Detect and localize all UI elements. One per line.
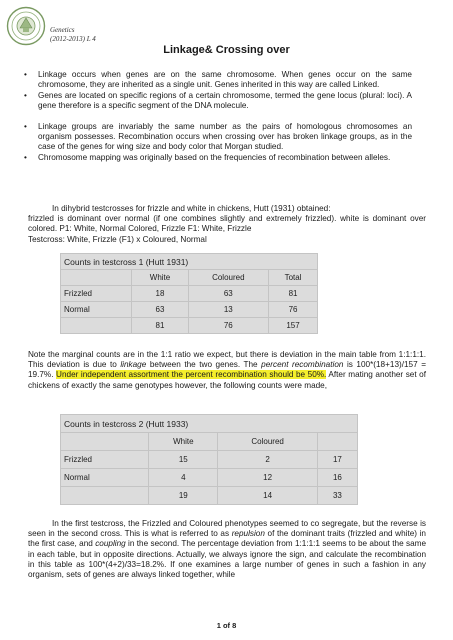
table-row-label: Normal xyxy=(61,469,149,487)
bullet-item: • Chromosome mapping was originally based on the frequencies of recombination between alleles. xyxy=(38,153,412,163)
table-cell: 15 xyxy=(149,451,218,469)
course-name: Genetics xyxy=(50,26,75,34)
table-header-cell: White xyxy=(149,433,218,451)
text-run: is 100*(18+13)/157 = 19.7%. xyxy=(28,360,426,380)
table-cell: 16 xyxy=(317,469,357,487)
table-row xyxy=(61,469,358,487)
text-run: of the dominant traits (frizzled and white) in the first case, and xyxy=(28,529,426,549)
results-paragraph xyxy=(28,350,426,391)
table-header-cell: Total xyxy=(269,270,318,286)
table-row xyxy=(61,451,358,469)
percent-recombination-term: percent recombination xyxy=(261,360,344,370)
table-cell: 76 xyxy=(188,318,269,334)
bullet-item: • Linkage occurs when genes are on the same chromosome. When genes occur on the same chromosome, they are inherited as a single unit. Genes inherited in this way are called Linked. xyxy=(38,70,412,91)
table-cell: 17 xyxy=(317,451,357,469)
table-header-cell: Coloured xyxy=(218,433,317,451)
table-row-label: Frizzled xyxy=(61,451,149,469)
table-header-cell: White xyxy=(132,270,188,286)
table-cell: 63 xyxy=(132,302,188,318)
table-header-cell xyxy=(317,433,357,451)
table-cell: 13 xyxy=(188,302,269,318)
table-cell: 63 xyxy=(188,286,269,302)
table-cell: 81 xyxy=(269,286,318,302)
table-cell: 2 xyxy=(218,451,317,469)
table-header-cell xyxy=(61,270,132,286)
discussion-paragraph xyxy=(28,519,426,580)
table-row-label: Normal xyxy=(61,302,132,318)
table-cell: 76 xyxy=(269,302,318,318)
table-row-label xyxy=(61,318,132,334)
intro-line: frizzled is dominant over normal (if one combines slightly and extremely frizzled). white is dominant over colored. P1: White, Normal Colored, Frizzle F1: White, Frizzle xyxy=(28,214,426,234)
table-cell: 18 xyxy=(132,286,188,302)
coupling-term: coupling xyxy=(95,539,126,549)
table-cell: 14 xyxy=(218,487,317,505)
table-row-label: Frizzled xyxy=(61,286,132,302)
table-header-cell xyxy=(61,433,149,451)
linkage-term: linkage xyxy=(120,360,147,370)
bullet-list xyxy=(38,70,412,163)
page-title: Linkage& Crossing over xyxy=(163,44,290,56)
bullet-item: • Linkage groups are invariably the same number as the pairs of homologous chromosomes an organism possesses. Recombination occurs when crossing over has broken linkage groups, as in the case of the genes for wing size and body color that Morgan studied. xyxy=(38,122,412,153)
text-run: in the second. The percentage deviation from 1:1:1:1 seems to be about the same in each table, but in opposite directions. Actually, we always ignore the sign, and calculate the recombination in this table as 100*(4+2)/33=18.2%. If one examines a large number of genes in such a fashion in any organism, sets of genes are always linked together, while xyxy=(28,539,426,580)
table-cell: 33 xyxy=(317,487,357,505)
table-row-label xyxy=(61,487,149,505)
table-row xyxy=(61,318,318,334)
table-caption: Counts in testcross 1 (Hutt 1931) xyxy=(61,254,318,270)
text-run: Note the marginal counts are in the 1:1 ratio we expect, but there is deviation in the main table from 1:1:1:1. This deviation is due to xyxy=(28,350,426,370)
repulsion-term: repulsion xyxy=(231,529,265,539)
text-run: between the two genes. The xyxy=(146,360,262,370)
table-cell: 19 xyxy=(149,487,218,505)
table-row xyxy=(61,487,358,505)
testcross-2-table xyxy=(60,414,358,505)
intro-line: Testcross: White, Frizzle (F1) x Coloured, Normal xyxy=(28,234,207,244)
intro-paragraph xyxy=(28,204,426,245)
table-row xyxy=(61,286,318,302)
table-cell: 81 xyxy=(132,318,188,334)
university-seal-logo xyxy=(6,6,46,46)
text-run: After mating another set of chickens of exactly the same genotypes however, the following counts were made, xyxy=(28,370,427,390)
highlighted-text: Under independent assortment the percent recombination should be 50%. xyxy=(56,370,327,380)
text-run: In the first testcross, the Frizzled and Coloured phenotypes seemed to co segregate, but the reverse is seen in the second cross. This is what is referred to as xyxy=(28,519,426,539)
table-cell: 157 xyxy=(269,318,318,334)
bullet-item: • Genes are located on specific regions of a certain chromosome, termed the gene locus (plural: loci). A gene therefore is a specific segment of the DNA molecule. xyxy=(38,91,412,112)
page-number: 1 of 8 xyxy=(216,621,237,630)
table-caption: Counts in testcross 2 (Hutt 1933) xyxy=(61,415,358,433)
table-row xyxy=(61,302,318,318)
course-year-lecture: (2012-2013) L 4 xyxy=(50,35,96,43)
testcross-1-table xyxy=(60,253,318,334)
table-cell: 4 xyxy=(149,469,218,487)
table-header-cell: Coloured xyxy=(188,270,269,286)
table-cell: 12 xyxy=(218,469,317,487)
intro-line: In dihybrid testcrosses for frizzle and white in chickens, Hutt (1931) obtained: xyxy=(52,204,331,213)
course-header xyxy=(50,26,96,44)
